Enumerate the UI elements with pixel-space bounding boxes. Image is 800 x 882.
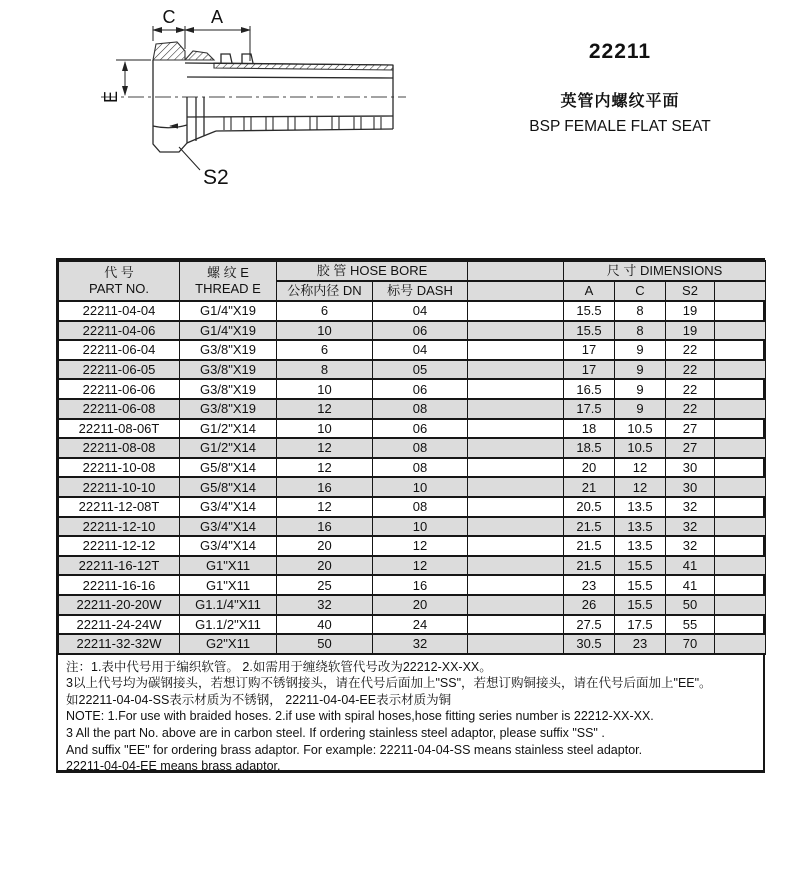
cell-c: 12 <box>615 458 666 478</box>
cell-blank <box>715 497 766 517</box>
cell-c: 12 <box>615 477 666 497</box>
cell-blank <box>715 301 766 321</box>
cell-part: 22211-16-16 <box>59 575 180 595</box>
cell-s2: 19 <box>666 321 715 341</box>
cell-dash: 16 <box>373 575 468 595</box>
cell-thread: G1/2"X14 <box>180 438 277 458</box>
cell-thread: G3/4"X14 <box>180 517 277 537</box>
cell-blank <box>468 379 564 399</box>
cell-c: 9 <box>615 399 666 419</box>
cell-dash: 08 <box>373 399 468 419</box>
header-thread-en: THREAD E <box>195 281 261 296</box>
cell-dash: 08 <box>373 497 468 517</box>
cell-c: 15.5 <box>615 575 666 595</box>
cell-a: 18 <box>564 419 615 439</box>
table-body <box>59 301 766 654</box>
cell-blank <box>468 517 564 537</box>
cell-blank <box>468 497 564 517</box>
dim-label-a: A <box>210 7 224 27</box>
header-dash: 标号 DASH <box>373 281 468 301</box>
cell-s2: 41 <box>666 556 715 576</box>
cell-dn: 20 <box>277 536 373 556</box>
cell-s2: 27 <box>666 438 715 458</box>
header-part-no-en: PART NO. <box>89 281 149 296</box>
spec-table <box>58 260 766 655</box>
cell-c: 13.5 <box>615 497 666 517</box>
title-chinese: 英管内螺纹平面 <box>560 93 680 110</box>
notes-block <box>58 655 763 775</box>
cell-part: 22211-08-08 <box>59 438 180 458</box>
cell-dn: 12 <box>277 438 373 458</box>
cell-blank <box>468 595 564 615</box>
cell-dn: 16 <box>277 517 373 537</box>
cell-part: 22211-06-05 <box>59 360 180 380</box>
cell-s2: 19 <box>666 301 715 321</box>
note-line: 3以上代号均为碳钢接头，若想订购不锈钢接头，请在代号后面加上"SS"，若想订购铜接头，请在代号后面加上"EE"。 <box>66 676 712 691</box>
header-s2: S2 <box>666 281 715 301</box>
cell-c: 8 <box>615 321 666 341</box>
note-line: NOTE: 1.For use with braided hoses. 2.if use with spiral hoses,hose fitting series number is 22212-XX-XX. <box>66 709 654 724</box>
cell-a: 15.5 <box>564 321 615 341</box>
cell-dash: 32 <box>373 634 468 654</box>
table-row <box>59 458 766 478</box>
cell-thread: G1.1/2"X11 <box>180 615 277 635</box>
cell-part: 22211-06-06 <box>59 379 180 399</box>
cell-dn: 32 <box>277 595 373 615</box>
cell-a: 21.5 <box>564 556 615 576</box>
cell-dash: 04 <box>373 301 468 321</box>
table-row <box>59 340 766 360</box>
cell-blank <box>468 301 564 321</box>
cell-s2: 32 <box>666 517 715 537</box>
cell-blank <box>715 556 766 576</box>
cell-blank <box>468 360 564 380</box>
table-row <box>59 419 766 439</box>
cell-blank <box>715 517 766 537</box>
cell-dn: 25 <box>277 575 373 595</box>
cell-part: 22211-24-24W <box>59 615 180 635</box>
cell-a: 21 <box>564 477 615 497</box>
cell-part: 22211-08-06T <box>59 419 180 439</box>
cell-part: 22211-06-08 <box>59 399 180 419</box>
cell-thread: G1/2"X14 <box>180 419 277 439</box>
cell-thread: G3/8"X19 <box>180 360 277 380</box>
cell-dash: 10 <box>373 477 468 497</box>
cell-a: 27.5 <box>564 615 615 635</box>
cell-blank <box>468 340 564 360</box>
cell-thread: G3/8"X19 <box>180 340 277 360</box>
title-english: BSP FEMALE FLAT SEAT <box>529 118 711 135</box>
cell-part: 22211-10-10 <box>59 477 180 497</box>
fitting-drawing <box>46 4 426 204</box>
cell-dn: 10 <box>277 379 373 399</box>
dim-label-s2: S2 <box>203 166 229 189</box>
cell-blank <box>715 379 766 399</box>
table-row <box>59 438 766 458</box>
cell-c: 9 <box>615 360 666 380</box>
cell-dn: 8 <box>277 360 373 380</box>
cell-c: 23 <box>615 634 666 654</box>
cell-blank <box>715 634 766 654</box>
cell-thread: G5/8"X14 <box>180 477 277 497</box>
cell-blank <box>468 419 564 439</box>
header-part-no <box>59 261 180 301</box>
table-row <box>59 536 766 556</box>
note-line: 如22211-04-04-SS表示材质为不锈钢， 22211-04-04-EE表示材质为铜 <box>66 692 452 707</box>
cell-part: 22211-10-08 <box>59 458 180 478</box>
spec-frame <box>56 258 765 773</box>
header-thread <box>180 261 277 301</box>
cell-thread: G5/8"X14 <box>180 458 277 478</box>
cell-blank <box>715 360 766 380</box>
cell-blank <box>715 477 766 497</box>
header-blank-3 <box>715 281 766 301</box>
header-a: A <box>564 281 615 301</box>
cell-dn: 50 <box>277 634 373 654</box>
cell-thread: G1"X11 <box>180 556 277 576</box>
table-row <box>59 360 766 380</box>
cell-s2: 22 <box>666 399 715 419</box>
cell-part: 22211-04-06 <box>59 321 180 341</box>
section-hatching <box>153 42 393 70</box>
cell-a: 15.5 <box>564 301 615 321</box>
cell-thread: G3/4"X14 <box>180 536 277 556</box>
cell-blank <box>468 575 564 595</box>
cell-dash: 06 <box>373 321 468 341</box>
cell-dash: 06 <box>373 419 468 439</box>
cell-dn: 16 <box>277 477 373 497</box>
header-hose-bore: 胶 管 HOSE BORE <box>277 261 468 281</box>
cell-blank <box>715 595 766 615</box>
cell-dash: 08 <box>373 438 468 458</box>
cell-part: 22211-20-20W <box>59 595 180 615</box>
cell-a: 20 <box>564 458 615 478</box>
table-row <box>59 615 766 635</box>
cell-blank <box>468 477 564 497</box>
cell-blank <box>715 575 766 595</box>
note-line: And suffix "EE" for ordering brass adaptor. For example: 22211-04-04-SS means stainless steel adaptor. <box>66 742 643 757</box>
table-row <box>59 575 766 595</box>
table-row <box>59 595 766 615</box>
cell-blank <box>715 399 766 419</box>
cell-a: 20.5 <box>564 497 615 517</box>
cell-c: 9 <box>615 379 666 399</box>
cell-a: 17 <box>564 340 615 360</box>
cell-dash: 05 <box>373 360 468 380</box>
cell-dash: 20 <box>373 595 468 615</box>
cell-c: 10.5 <box>615 419 666 439</box>
cell-thread: G1/4"X19 <box>180 321 277 341</box>
header-c: C <box>615 281 666 301</box>
cell-s2: 22 <box>666 340 715 360</box>
dim-label-e: E <box>101 90 121 104</box>
cell-dn: 10 <box>277 321 373 341</box>
header-blank-1 <box>468 261 564 281</box>
cell-dash: 04 <box>373 340 468 360</box>
cell-thread: G1"X11 <box>180 575 277 595</box>
cell-dn: 12 <box>277 399 373 419</box>
cell-dash: 24 <box>373 615 468 635</box>
note-line: 注：1.表中代号用于编织软管。 2.如需用于缠绕软管代号改为22212-XX-XX。 <box>66 659 492 674</box>
note-line: 3 All the part No. above are in carbon steel. If ordering stainless steel adaptor, please suffix "SS" . <box>66 726 605 741</box>
cell-c: 17.5 <box>615 615 666 635</box>
cell-blank <box>715 536 766 556</box>
cell-a: 18.5 <box>564 438 615 458</box>
header-part-no-cn: 代 号 <box>104 264 134 280</box>
cell-blank <box>468 615 564 635</box>
cell-a: 17.5 <box>564 399 615 419</box>
cell-s2: 70 <box>666 634 715 654</box>
cell-blank <box>715 340 766 360</box>
cell-c: 13.5 <box>615 517 666 537</box>
cell-thread: G1/4"X19 <box>180 301 277 321</box>
cell-dn: 6 <box>277 301 373 321</box>
cell-c: 10.5 <box>615 438 666 458</box>
cell-s2: 41 <box>666 575 715 595</box>
cell-blank <box>715 419 766 439</box>
cell-thread: G3/8"X19 <box>180 379 277 399</box>
cell-a: 17 <box>564 360 615 380</box>
cell-part: 22211-12-10 <box>59 517 180 537</box>
cell-blank <box>715 458 766 478</box>
cell-blank <box>468 556 564 576</box>
product-code: 22211 <box>588 40 652 63</box>
cell-blank <box>468 536 564 556</box>
cell-thread: G3/8"X19 <box>180 399 277 419</box>
cell-s2: 27 <box>666 419 715 439</box>
cell-s2: 30 <box>666 477 715 497</box>
cell-c: 15.5 <box>615 595 666 615</box>
header-dn: 公称内径 DN <box>277 281 373 301</box>
table-row <box>59 477 766 497</box>
table-row <box>59 556 766 576</box>
cell-s2: 32 <box>666 536 715 556</box>
table-row <box>59 321 766 341</box>
table-row <box>59 399 766 419</box>
cell-c: 8 <box>615 301 666 321</box>
table-row <box>59 517 766 537</box>
cell-s2: 50 <box>666 595 715 615</box>
cell-dash: 10 <box>373 517 468 537</box>
cell-dash: 08 <box>373 458 468 478</box>
cell-blank <box>468 438 564 458</box>
table-row <box>59 497 766 517</box>
cell-s2: 30 <box>666 458 715 478</box>
cell-thread: G3/4"X14 <box>180 497 277 517</box>
cell-thread: G2"X11 <box>180 634 277 654</box>
cell-part: 22211-12-12 <box>59 536 180 556</box>
cell-a: 26 <box>564 595 615 615</box>
cell-dn: 20 <box>277 556 373 576</box>
cell-part: 22211-32-32W <box>59 634 180 654</box>
cell-blank <box>468 399 564 419</box>
cell-s2: 32 <box>666 497 715 517</box>
cell-s2: 22 <box>666 379 715 399</box>
cell-s2: 22 <box>666 360 715 380</box>
table-row <box>59 634 766 654</box>
note-line: 22211-04-04-EE means brass adaptor. <box>66 759 281 774</box>
cell-dn: 40 <box>277 615 373 635</box>
dim-label-c: C <box>162 7 176 27</box>
cell-c: 9 <box>615 340 666 360</box>
cell-a: 23 <box>564 575 615 595</box>
cell-dash: 06 <box>373 379 468 399</box>
table-row <box>59 379 766 399</box>
cell-blank <box>715 438 766 458</box>
cell-blank <box>468 321 564 341</box>
cell-dn: 6 <box>277 340 373 360</box>
cell-c: 15.5 <box>615 556 666 576</box>
header-dimensions: 尺 寸 DIMENSIONS <box>564 261 766 281</box>
cell-blank <box>715 321 766 341</box>
cell-part: 22211-04-04 <box>59 301 180 321</box>
cell-blank <box>468 634 564 654</box>
cell-dash: 12 <box>373 556 468 576</box>
cell-part: 22211-16-12T <box>59 556 180 576</box>
cell-thread: G1.1/4"X11 <box>180 595 277 615</box>
cell-c: 13.5 <box>615 536 666 556</box>
cell-a: 30.5 <box>564 634 615 654</box>
cell-blank <box>715 615 766 635</box>
cell-part: 22211-06-04 <box>59 340 180 360</box>
cell-part: 22211-12-08T <box>59 497 180 517</box>
table-header <box>59 261 766 301</box>
cell-a: 16.5 <box>564 379 615 399</box>
cell-blank <box>468 458 564 478</box>
cell-dn: 10 <box>277 419 373 439</box>
header-blank-2 <box>468 281 564 301</box>
cell-a: 21.5 <box>564 517 615 537</box>
title-block <box>492 40 748 136</box>
cell-dash: 12 <box>373 536 468 556</box>
table-row <box>59 301 766 321</box>
cell-dn: 12 <box>277 497 373 517</box>
header-thread-cn: 螺 纹 E <box>207 264 249 280</box>
cell-dn: 12 <box>277 458 373 478</box>
cell-s2: 55 <box>666 615 715 635</box>
cell-a: 21.5 <box>564 536 615 556</box>
